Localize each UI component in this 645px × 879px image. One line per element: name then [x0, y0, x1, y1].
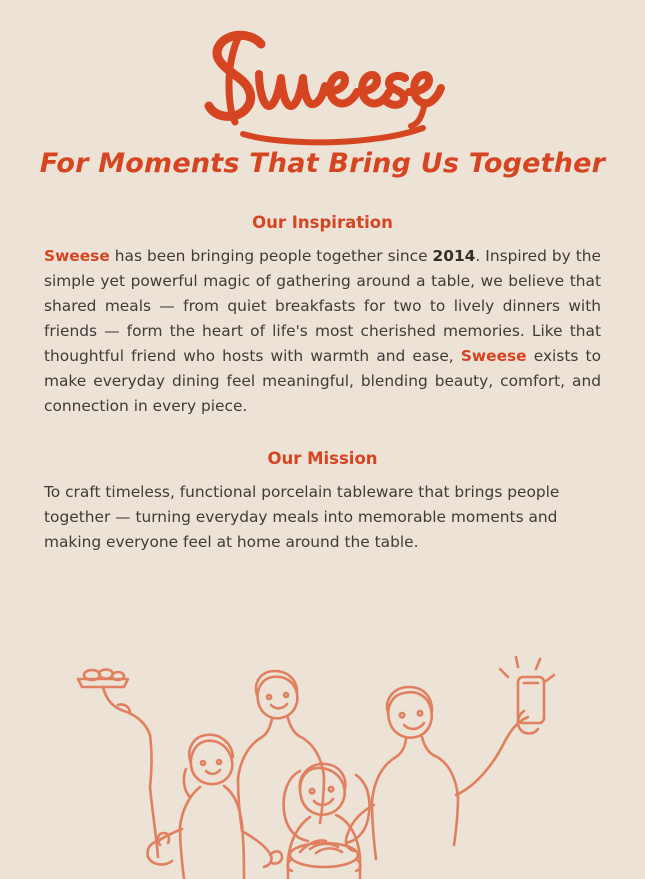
- brand-logo: [0, 0, 645, 140]
- brand-mention-2: Sweese: [460, 346, 527, 365]
- section-heading-inspiration: Our Inspiration: [252, 213, 393, 232]
- section-heading-mission: Our Mission: [267, 448, 378, 468]
- brand-mention-1: Sweese: [44, 247, 110, 265]
- founding-year: 2014: [432, 247, 476, 265]
- page-tagline: For Moments That Bring Us Together: [39, 148, 606, 179]
- mission-paragraph: To craft timeless, functional porcelain tableware that brings people together — turning everyday meals into memorable moments and making everyone feel at home around the table.: [44, 482, 560, 551]
- inspiration-text-3: exists to make everyday dining feel meaningful, blending beauty, comfort, and connection in every piece.: [44, 346, 601, 415]
- group-of-friends-with-food-illustration: [0, 619, 645, 879]
- inspiration-paragraph: [44, 244, 601, 419]
- inspiration-text-1: has been bringing people together since: [109, 247, 433, 265]
- inspiration-text-2: . Inspired by the simple yet powerful magic of gathering around a table, we believe that shared meals — from quiet breakfasts for two to lively dinners with friends — form the heart of life's most cherished memories. Like that thoughtful friend who hosts with warmth and ease,: [44, 247, 601, 365]
